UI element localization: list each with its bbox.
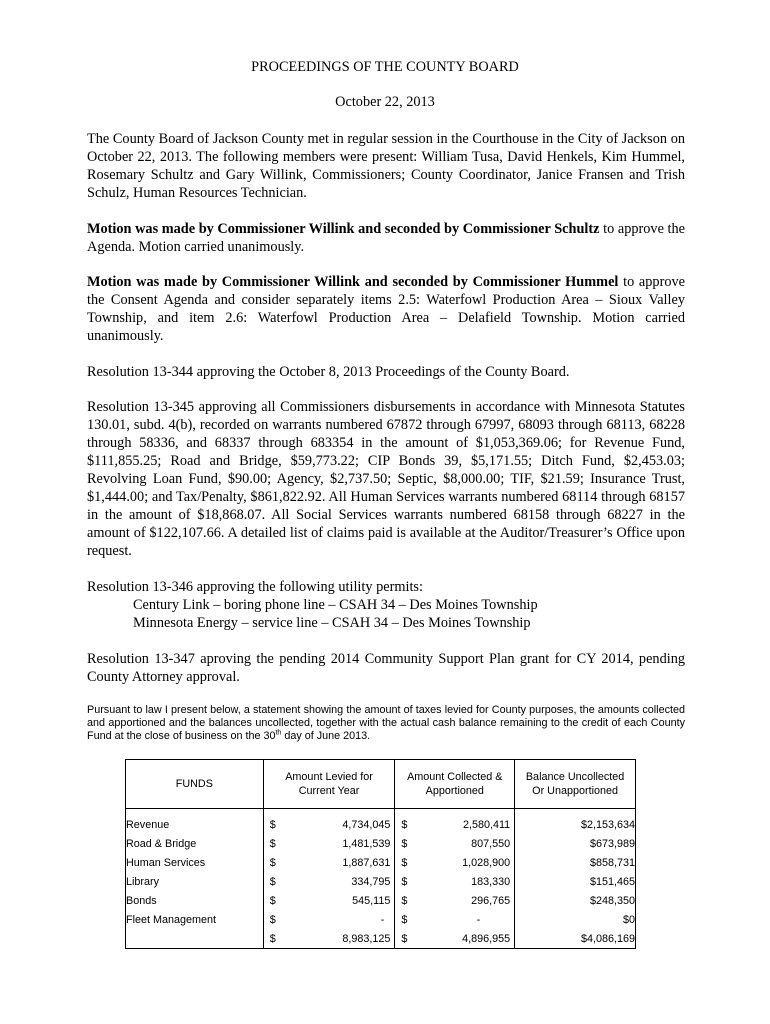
- intro-paragraph: The County Board of Jackson County met in regular session in the Courthouse in the City of Jackson on October 22, 2013. The following members were present: William Tusa, David Henkels, Kim Hummel, Rosemary Schultz and Gary Willink, Commissioners; County Coordinator, Janice Fransen and Trish Schulz, Human Resources Technician.: [87, 131, 685, 201]
- collected-value: -: [476, 913, 481, 926]
- fund-name: Human Services: [126, 853, 264, 872]
- table-row: [126, 815, 636, 834]
- table-row: [126, 891, 636, 910]
- header-balance: [515, 760, 636, 809]
- header-levied-line2: Current Year: [298, 785, 360, 797]
- collected-value: 296,765: [471, 894, 511, 907]
- total-balance: $4,086,169: [515, 929, 636, 949]
- currency-symbol: $: [401, 818, 408, 831]
- resolution-13-345: Resolution 13-345 approving all Commissioners disbursements in accordance with Minnesota Statutes 130.01, subd. 4(b), recorded on warrants numbered 67872 through 67997, 68093 through 68113, 68228 through 58336, and 68337 through 683354 in the amount of $1,053,369.06; for Revenue Fund, $111,855.25; Road and Bridge, $59,773.22; CIP Bonds 39, $5,171.55; Ditch Fund, $2,453.03; Revolving Loan Fund, $90.00; Agency, $2,737.50; Septic, $8,000.00; TIF, $21.59; Insurance Trust, $1,444.00; and Tax/Penalty, $861,822.92. All Human Services warrants numbered 68114 through 68157 in the amount of $18,868.07. All Social Services warrants numbered 68158 through 68227 in the amount of $122,107.66. A detailed list of claims paid is available at the Auditor/Treasurer’s Office upon request.: [87, 399, 685, 559]
- currency-symbol: $: [269, 894, 276, 907]
- levied-value: 4,734,045: [342, 818, 391, 831]
- motion-consent-agenda: [87, 273, 685, 345]
- motion-agenda: [87, 220, 685, 256]
- header-levied: [263, 760, 395, 809]
- currency-symbol: $: [401, 856, 408, 869]
- balance-value: $151,465: [515, 872, 636, 891]
- currency-symbol: $: [269, 837, 276, 850]
- tax-statement-end: day of June 2013.: [281, 730, 371, 742]
- currency-symbol: $: [401, 913, 408, 926]
- motion-consent-text: to approve the Consent Agenda and consider separately items 2.5: Waterfowl Production Area – Sioux Valley Township, and item 2.6: Waterfowl Production Area – Delafield Township. Motion carried unanimously.: [87, 274, 685, 344]
- table-row: [126, 834, 636, 853]
- motion-agenda-mover: Motion was made by Commissioner Willink and seconded by Commissioner Schultz: [87, 221, 600, 237]
- page-title: PROCEEDINGS OF THE COUNTY BOARD: [251, 59, 519, 75]
- resolution-13-344: Resolution 13-344 approving the October 8, 2013 Proceedings of the County Board.: [87, 364, 570, 380]
- resolution-13-346: Resolution 13-346 approving the following utility permits:: [87, 579, 423, 595]
- currency-symbol: $: [269, 875, 276, 888]
- balance-value: $2,153,634: [515, 815, 636, 834]
- currency-symbol: $: [401, 932, 408, 945]
- levied-value: 545,115: [352, 894, 391, 907]
- table-header-row: [126, 760, 636, 809]
- collected-value: 1,028,900: [462, 856, 511, 869]
- motion-consent-mover: Motion was made by Commissioner Willink and seconded by Commissioner Hummel: [87, 274, 619, 290]
- fund-name: Library: [126, 872, 264, 891]
- header-collected: [395, 760, 515, 809]
- currency-symbol: $: [401, 894, 408, 907]
- balance-value: $858,731: [515, 853, 636, 872]
- collected-value: 183,330: [471, 875, 511, 888]
- levied-value: 1,887,631: [342, 856, 391, 869]
- collected-value: 807,550: [471, 837, 511, 850]
- resolution-13-347: Resolution 13-347 aproving the pending 2014 Community Support Plan grant for CY 2014, pending County Attorney approval.: [87, 651, 685, 685]
- tax-statement: [87, 704, 685, 743]
- currency-symbol: $: [269, 932, 276, 945]
- meeting-date: October 22, 2013: [335, 94, 435, 110]
- table-total-row: [126, 929, 636, 949]
- collected-value: 2,580,411: [462, 818, 511, 831]
- total-levied: 8,983,125: [342, 932, 391, 945]
- motion-agenda-text: to approve the Agenda. Motion carried unanimously.: [87, 221, 685, 255]
- fund-name: Road & Bridge: [126, 834, 264, 853]
- balance-value: $673,989: [515, 834, 636, 853]
- currency-symbol: $: [401, 875, 408, 888]
- levied-value: 334,795: [351, 875, 391, 888]
- total-collected: 4,896,955: [462, 932, 511, 945]
- currency-symbol: $: [269, 856, 276, 869]
- fund-name: Revenue: [126, 815, 264, 834]
- fund-name: Fleet Management: [126, 910, 264, 929]
- levied-value: -: [380, 913, 385, 926]
- header-balance-line1: Balance Uncollected: [525, 771, 625, 783]
- total-label: [126, 929, 264, 949]
- tax-statement-sup: th: [275, 729, 282, 737]
- header-levied-line1: Amount Levied for: [285, 771, 373, 783]
- levied-value: 1,481,539: [342, 837, 391, 850]
- balance-value: $248,350: [515, 891, 636, 910]
- permit-item: Century Link – boring phone line – CSAH 34 – Des Moines Township: [133, 597, 538, 613]
- tax-statement-text: Pursuant to law I present below, a statement showing the amount of taxes levied for County purposes, the amounts collected and apportioned and the balances uncollected, together with the actual cash balance remaining to the credit of each County Fund at the close of business on the 30: [87, 704, 685, 742]
- currency-symbol: $: [269, 818, 276, 831]
- header-collected-line2: Apportioned: [425, 785, 484, 797]
- currency-symbol: $: [269, 913, 276, 926]
- fund-name: Bonds: [126, 891, 264, 910]
- permit-item: Minnesota Energy – service line – CSAH 34 – Des Moines Township: [133, 615, 531, 631]
- header-funds: FUNDS: [126, 760, 264, 809]
- currency-symbol: $: [401, 837, 408, 850]
- balance-value: $0: [515, 910, 636, 929]
- funds-table: [125, 759, 636, 949]
- header-collected-line1: Amount Collected &: [407, 771, 503, 783]
- table-row: [126, 910, 636, 929]
- table-row: [126, 872, 636, 891]
- header-balance-line2: Or Unapportioned: [532, 785, 618, 797]
- table-row: [126, 853, 636, 872]
